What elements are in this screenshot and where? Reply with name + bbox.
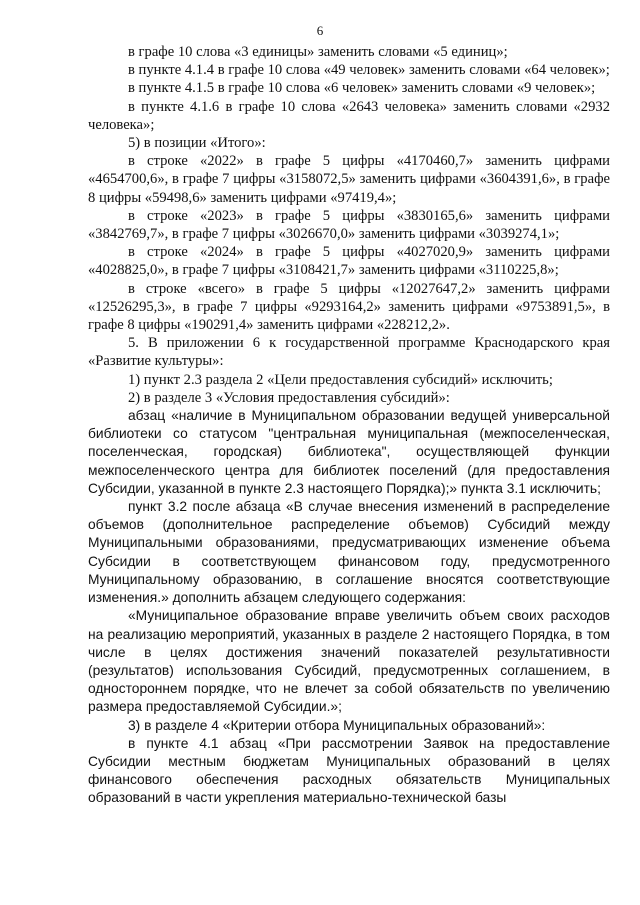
paragraph: в строке «2024» в графе 5 цифры «4027020,9» заменить цифрами «4028825,0», в графе 7 цифры «3108421,7» заменить цифрами «3110225,8»; <box>88 244 610 279</box>
paragraph: 1) пункт 2.3 раздела 2 «Цели предоставления субсидий» исключить; <box>128 371 553 388</box>
paragraph: «Муниципальное образование вправе увеличить объем своих расходов на реализацию мероприятий, указанных в разделе 2 настоящего Порядка, в том числе в целях достижения значений показателей результативности (результатов) использования Субсидий, предусмотренных соглашением, в одностороннем порядке, что не влечет за собой обязательств по увеличению размера предоставляемой Субсидии.»; <box>88 608 610 715</box>
paragraph: в графе 10 слова «3 единицы» заменить словами «5 единиц»; <box>128 44 508 60</box>
paragraph: 2) в разделе 3 «Условия предоставления субсидий»: <box>128 389 450 406</box>
paragraph: 5. В приложении 6 к государственной программе Краснодарского края «Развитие культуры»: <box>88 335 610 370</box>
paragraph: в пункте 4.1.5 в графе 10 слова «6 человек» заменить словами «9 человек»; <box>128 80 596 97</box>
paragraph: в пункте 4.1.6 в графе 10 слова «2643 человека» заменить словами «2932 человека»; <box>88 98 610 133</box>
paragraph: 3) в разделе 4 «Критерии отбора Муниципальных образований»: <box>128 717 546 733</box>
paragraph: 5) в позиции «Итого»: <box>128 135 266 152</box>
paragraph: в строке «2023» в графе 5 цифры «3830165,6» заменить цифрами «3842769,7», в графе 7 цифры «3026670,0» заменить цифрами «3039274,1»; <box>88 207 610 243</box>
page-number: 6 <box>316 23 324 38</box>
paragraph: пункт 3.2 после абзаца «В случае внесения изменений в распределение объемов (дополнительное распределение объемов) Субсидий между Муниципальными образованиями, предусматривающих изменение объема Субсидии в соответствующем финансовом году, предусмотренного Муниципальному образованию, в соглашение вносятся соответствующие изменения.» дополнить абзацем следующего содержания: <box>88 499 610 606</box>
document-body <box>88 43 610 808</box>
paragraph: в строке «2022» в графе 5 цифры «4170460,7» заменить цифрами «4654700,6», в графе 7 цифры «3158072,5» заменить цифрами «3604391,6», в графе 8 цифры «59498,6» заменить цифрами «97419,4»; <box>88 153 610 206</box>
paragraph: в строке «всего» в графе 5 цифры «12027647,2» заменить цифрами «12526295,3», в графе 7 цифры «9293164,2» заменить цифрами «9753891,5», в графе 8 цифры «190291,4» заменить цифрами «228212,2». <box>88 280 610 334</box>
paragraph: в пункте 4.1.4 в графе 10 слова «49 человек» заменить словами «64 человек»; <box>128 62 610 79</box>
paragraph: абзац «наличие в Муниципальном образовании ведущей универсальной библиотеки со статусом "центральная муниципальная (межпоселенческая, поселенческая, городская) библиотека", осуществляющей функции межпоселенческого центра для библиотек поселений (для предоставления Субсидии, указанной в пункте 2.3 настоящего Порядка);» пункта 3.1 исключить; <box>88 408 610 496</box>
paragraph: в пункте 4.1 абзац «При рассмотрении Заявок на предоставление Субсидии местным бюджетам Муниципальных образований в целях финансового обеспечения расходных обязательств Муниципальных образований в части укрепления материально-технической базы <box>88 735 610 806</box>
